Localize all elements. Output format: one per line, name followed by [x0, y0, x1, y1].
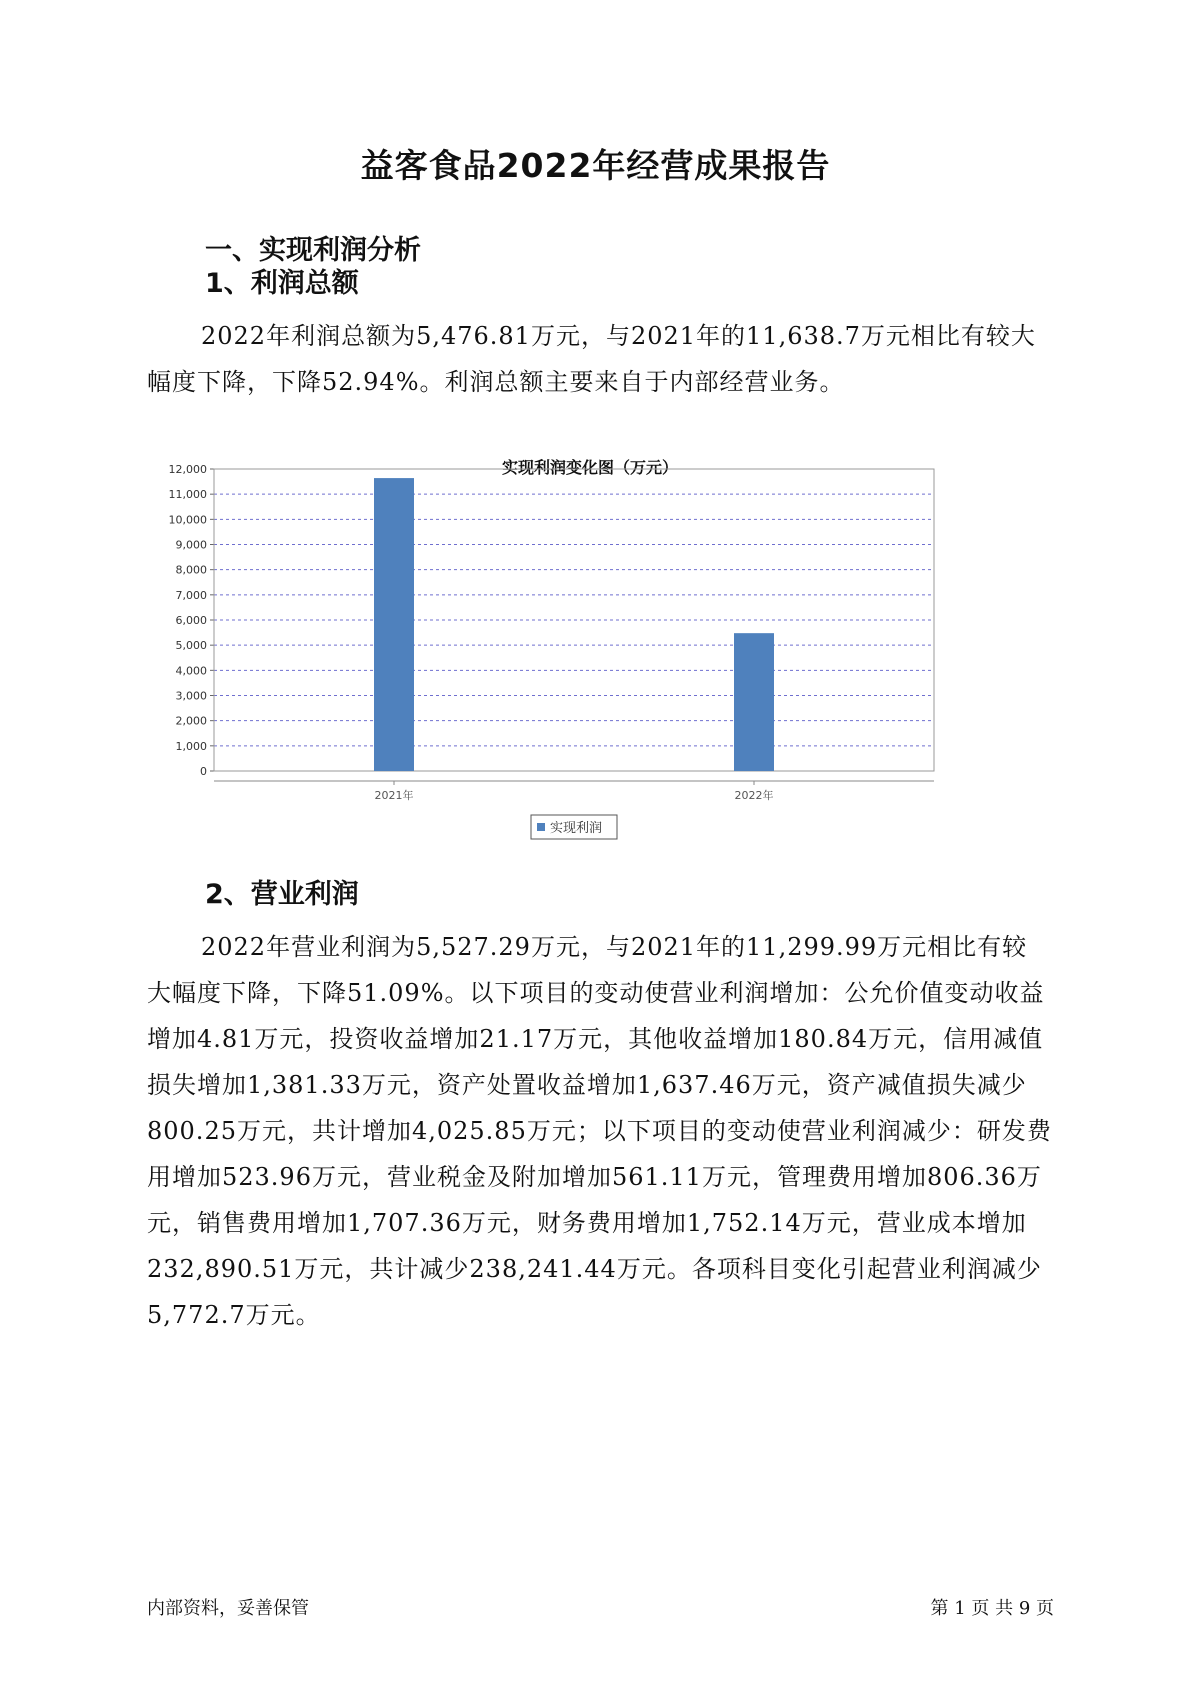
section-heading-profit-analysis: 一、实现利润分析: [205, 235, 421, 266]
y-tick-label: 6,000: [175, 614, 207, 627]
paragraph-total-profit: 2022年利润总额为5,476.81万元，与2021年的11,638.7万元相比有较大幅度下降，下降52.94%。利润总额主要来自于内部经营业务。: [147, 322, 1036, 396]
x-tick-label: 2022年: [734, 789, 774, 802]
chart-title: 实现利润变化图（万元）: [501, 458, 678, 477]
y-tick-label: 4,000: [175, 664, 207, 678]
y-tick-label: 11,000: [168, 488, 207, 502]
x-tick-label: 2021年: [374, 789, 414, 802]
y-tick-label: 2,000: [175, 714, 207, 728]
y-tick-label: 3,000: [175, 689, 207, 703]
subheading-operating-profit: 2、营业利润: [205, 879, 359, 910]
y-tick-label: 8,000: [175, 563, 207, 577]
legend-label: 实现利润: [550, 821, 603, 836]
subheading-total-profit: 1、利润总额: [205, 268, 359, 299]
bar-1: [374, 478, 414, 771]
y-tick-label: 9,000: [175, 538, 207, 552]
y-tick-label: 7,000: [175, 588, 207, 602]
report-title: 益客食品2022年经营成果报告: [360, 146, 831, 185]
y-tick-label: 12,000: [168, 463, 207, 476]
profit-chart: [150, 455, 1030, 915]
legend-swatch: [537, 823, 545, 831]
footer-confidential-note: 内部资料，妥善保管: [147, 1598, 309, 1619]
paragraph-operating-profit: 2022年营业利润为5,527.29万元，与2021年的11,299.99万元相比有较大幅度下降，下降51.09%。以下项目的变动使营业利润增加：公允价值变动收益增加4.81万元，投资收益增加21.17万元，其他收益增加180.84万元，信用减值损失增加1,381.33万元，资产处置收益增加1,637.46万元，资产减值损失减少800.25万元，共计增加4,025.85万元；以下项目的变动使营业利润减少：研发费用增加523.96万元，营业税金及附加增加561.11万元，管理费用增加806.36万元，销售费用增加1,707.36万元，财务费用增加1,752.14万元，营业成本增加232,890.51万元，共计减少238,241.44万元。各项科目变化引起营业利润减少5,772.7万元。: [147, 933, 1052, 1329]
bar-2: [734, 633, 774, 771]
y-tick-label: 10,000: [168, 513, 207, 527]
y-tick-label: 0: [200, 765, 207, 778]
y-tick-label: 5,000: [175, 639, 207, 653]
footer-page-number: 第 1 页 共 9 页: [930, 1598, 1054, 1619]
chart-canvas: [150, 455, 1030, 915]
y-tick-label: 1,000: [175, 739, 207, 753]
